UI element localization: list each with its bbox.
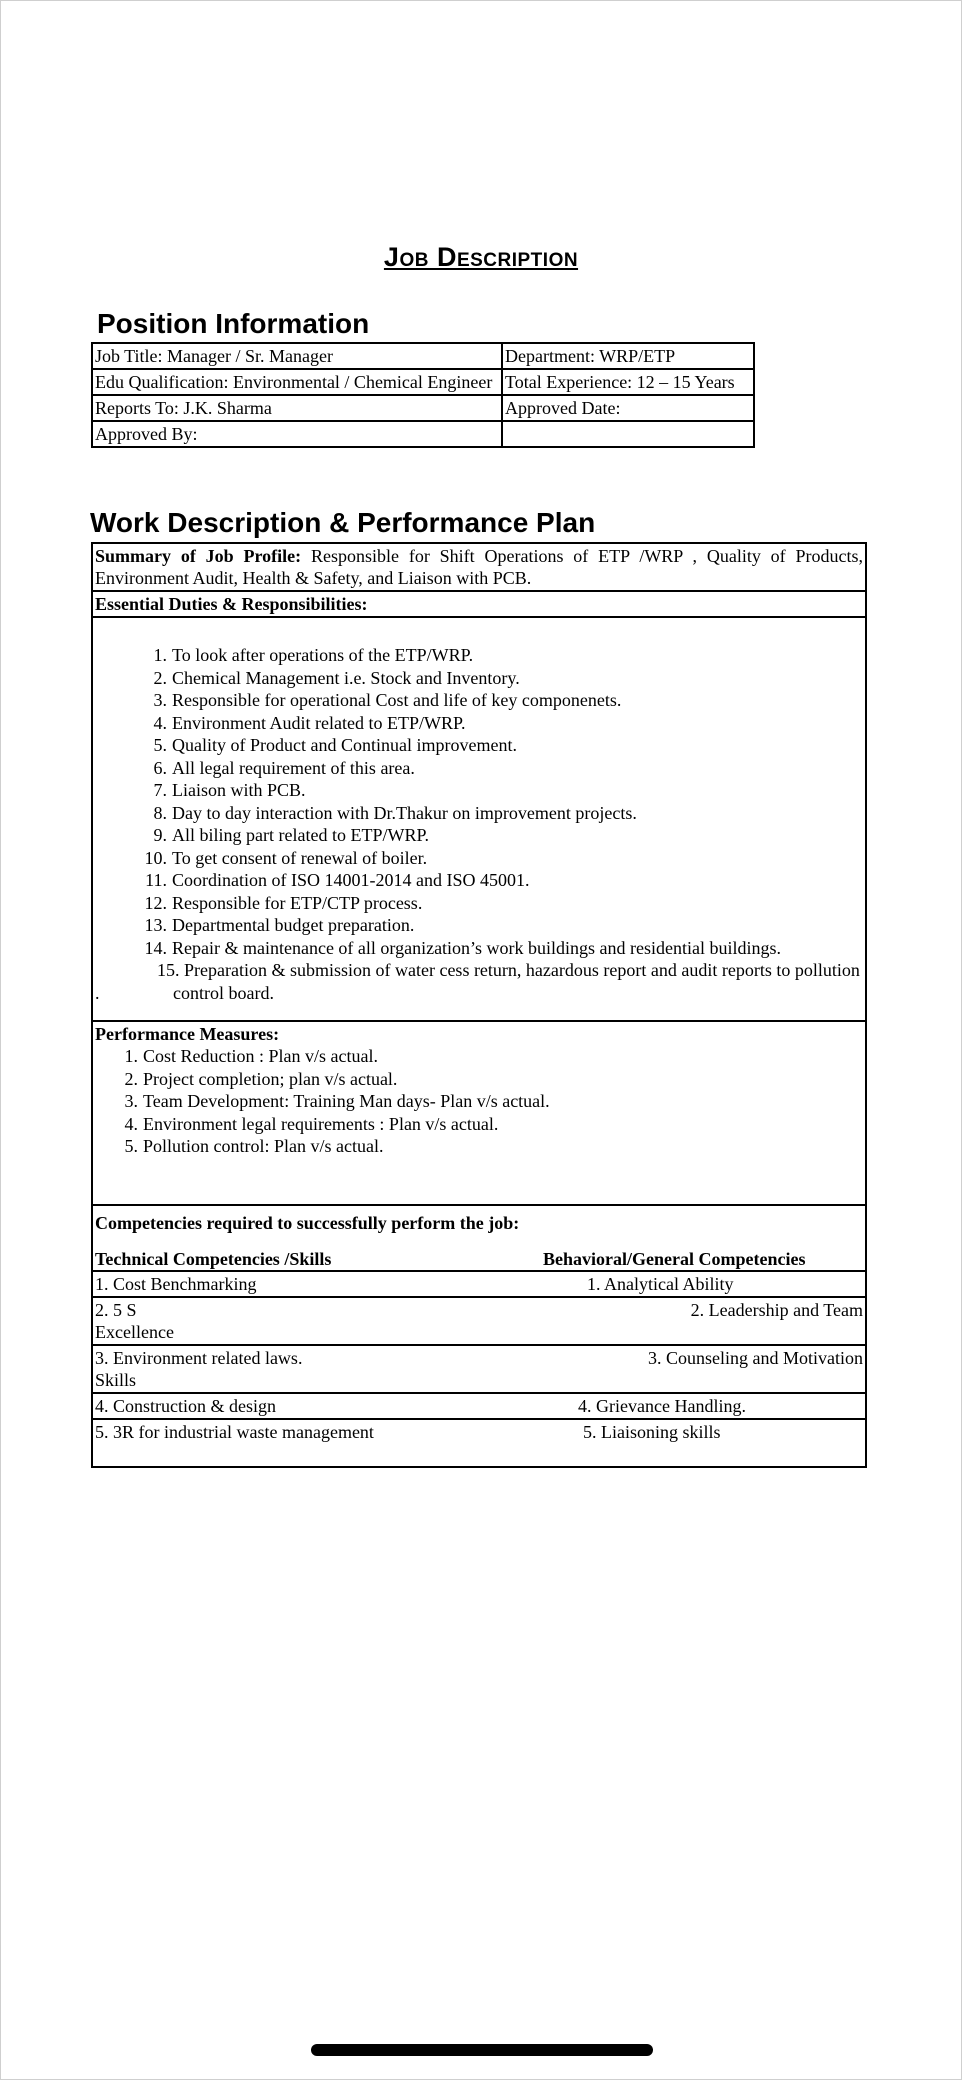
department-cell: Department: WRP/ETP (502, 343, 754, 369)
table-row: 1. Cost Benchmarking 1. Analytical Ability (93, 1270, 865, 1296)
list-item: 6. All legal requirement of this area. (153, 757, 415, 778)
list-item: 14. Repair & maintenance of all organization’s work buildings and residential buildings. (144, 937, 782, 958)
empty-cell (502, 421, 754, 447)
list-item: 2. Chemical Management i.e. Stock and Inventory. (153, 667, 520, 688)
table-row (92, 421, 754, 447)
approved-date-cell: Approved Date: (502, 395, 754, 421)
list-item: 4. Environment legal requirements : Plan v/s actual. (124, 1113, 499, 1134)
job-title-cell: Job Title: Manager / Sr. Manager (92, 343, 502, 369)
document-title: Job Description (383, 242, 579, 272)
table-row (92, 343, 754, 369)
summary-text: Responsible for Shift Operations of ETP /WRP , Quality of Products, Environment Audit, Health & Safety, and Liaison with PCB. (95, 546, 863, 588)
list-item: 13. Departmental budget preparation. (144, 915, 415, 935)
approved-by-cell: Approved By: (92, 421, 502, 447)
table-row: 3. Environment related laws. 3. Counseling and Motivation Skills (93, 1344, 865, 1392)
list-item: 5. Pollution control: Plan v/s actual. (124, 1136, 384, 1156)
duties-header-row (93, 592, 865, 618)
list-item: 2. Project completion; plan v/s actual. (124, 1068, 398, 1089)
list-item: 4. Environment Audit related to ETP/WRP. (153, 712, 466, 733)
work-description-box (91, 542, 867, 1468)
position-information-heading: Position Information (97, 308, 370, 339)
list-item: 10. To get consent of renewal of boiler. (144, 847, 428, 868)
list-item: 5. Quality of Product and Continual improvement. (153, 735, 517, 755)
table-row (92, 395, 754, 421)
list-item: 12. Responsible for ETP/CTP process. (144, 892, 423, 913)
experience-cell: Total Experience: 12 – 15 Years (502, 369, 754, 395)
job-profile-summary (93, 544, 865, 592)
list-item: 9. All biling part related to ETP/WRP. (153, 825, 429, 845)
list-item: 1. Cost Reduction : Plan v/s actual. (124, 1046, 378, 1066)
competencies-label: Competencies required to successfully perform the job: (95, 1212, 520, 1233)
performance-label: Performance Measures: (95, 1024, 280, 1044)
competencies-section (93, 1206, 865, 1270)
list-item: 1. To look after operations of the ETP/WRP. (153, 645, 474, 665)
competency-column-headers (95, 1248, 863, 1270)
position-information-table (91, 342, 755, 448)
list-item: 7. Liaison with PCB. (153, 780, 306, 800)
list-item: 3. Responsible for operational Cost and life of key componenets. (153, 690, 622, 710)
home-indicator[interactable] (311, 2044, 653, 2056)
list-item: 11. Coordination of ISO 14001-2014 and ISO 45001. (145, 870, 530, 890)
qualification-cell: Edu Qualification: Environmental / Chemical Engineer (92, 369, 502, 395)
work-description-heading: Work Description & Performance Plan (90, 507, 596, 538)
duties-label: Essential Duties & Responsibilities: (95, 594, 368, 614)
behavioral-header: Behavioral/General Competencies (543, 1248, 806, 1269)
table-row: 4. Construction & design 4. Grievance Handling. (93, 1392, 865, 1418)
duties-list (93, 618, 865, 1022)
technical-header: Technical Competencies /Skills (95, 1248, 332, 1269)
list-item: 15. Preparation & submission of water cess return, hazardous report and audit reports to pollution . control board. (95, 960, 860, 1003)
table-row (92, 369, 754, 395)
table-row: 2. 5 S 2. Leadership and Team Excellence (93, 1296, 865, 1344)
summary-label: Summary of Job Profile: (95, 546, 302, 566)
table-row: 5. 3R for industrial waste management 5. Liaisoning skills (93, 1418, 865, 1466)
performance-measures (93, 1022, 865, 1206)
list-item: 8. Day to day interaction with Dr.Thakur on improvement projects. (153, 802, 637, 823)
list-item: 3. Team Development: Training Man days- Plan v/s actual. (124, 1091, 550, 1111)
reports-to-cell: Reports To: J.K. Sharma (92, 395, 502, 421)
